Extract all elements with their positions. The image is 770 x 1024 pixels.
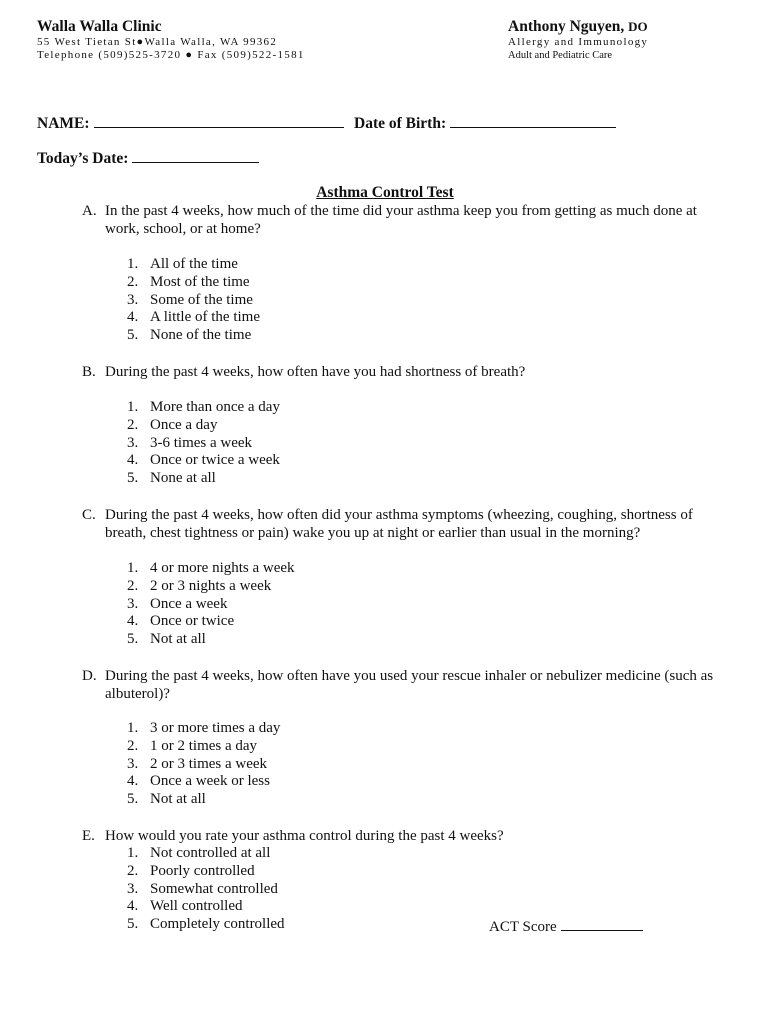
today-label: Today’s Date:	[37, 150, 129, 167]
doctor-name: Anthony Nguyen,	[508, 18, 629, 35]
option-label: Once a week	[150, 595, 228, 612]
option-label: Somewhat controlled	[150, 880, 278, 897]
question-text: During the past 4 weeks, how often have you used your rescue inhaler or nebulizer medicine (such as albuterol)?	[105, 668, 714, 702]
option-number: 2.	[127, 416, 139, 433]
option-label: 4 or more nights a week	[150, 560, 295, 576]
option-item[interactable]	[127, 881, 285, 899]
option-number: 1.	[127, 845, 139, 861]
option-label: 1 or 2 times a day	[150, 737, 258, 754]
option-number: 4.	[127, 613, 139, 630]
option-number: 5.	[127, 916, 139, 933]
option-label: Most of the time	[150, 273, 250, 290]
clinic-phone: Telephone (509)525-3720 ● Fax (509)522-1581	[37, 49, 305, 61]
option-number: 3.	[127, 755, 139, 772]
option-item[interactable]	[127, 256, 260, 274]
act-score-label: ACT Score	[489, 919, 557, 935]
option-label: Not at all	[150, 631, 206, 648]
option-label: Poorly controlled	[150, 862, 255, 879]
dob-field	[354, 113, 616, 133]
option-item[interactable]	[127, 560, 295, 578]
question-letter: D.	[82, 668, 97, 684]
option-label: Not controlled at all	[150, 845, 271, 861]
question-text: In the past 4 weeks, how much of the time did your asthma keep you from getting as much done at work, school, or at home?	[105, 203, 697, 237]
option-number: 4.	[127, 309, 139, 326]
option-number: 5.	[127, 791, 139, 808]
option-item[interactable]	[127, 720, 280, 738]
option-label: A little of the time	[150, 309, 260, 326]
option-number: 2.	[127, 273, 139, 290]
clinic-name: Walla Walla Clinic	[37, 18, 162, 35]
option-item[interactable]	[127, 631, 295, 649]
today-blank[interactable]	[132, 148, 259, 163]
option-item[interactable]	[127, 596, 295, 614]
option-number: 5.	[127, 631, 139, 648]
question-letter: E.	[82, 828, 95, 844]
option-item[interactable]	[127, 863, 285, 881]
question-text: During the past 4 weeks, how often did your asthma symptoms (wheezing, coughing, shortness of breath, chest tightness or pain) wake you up at night or earlier than usual in the morning?	[105, 507, 693, 541]
option-number: 1.	[127, 399, 139, 415]
question-text: How would you rate your asthma control during the past 4 weeks?	[105, 828, 504, 844]
doctor-care: Adult and Pediatric Care	[508, 50, 613, 61]
question-a-options	[127, 256, 260, 345]
option-item[interactable]	[127, 417, 280, 435]
question-c-options	[127, 560, 295, 649]
option-item[interactable]	[127, 274, 260, 292]
question-text: During the past 4 weeks, how often have you had shortness of breath?	[105, 364, 526, 380]
question-b-options	[127, 399, 280, 488]
name-blank[interactable]	[94, 113, 344, 128]
option-item[interactable]	[127, 613, 295, 631]
option-label: Some of the time	[150, 291, 253, 308]
option-label: Well controlled	[150, 898, 243, 915]
option-label: None at all	[150, 470, 216, 487]
question-letter: A.	[82, 203, 97, 219]
option-item[interactable]	[127, 845, 285, 863]
option-item[interactable]	[127, 578, 295, 596]
act-score-blank[interactable]	[561, 916, 643, 931]
clinic-header	[37, 18, 305, 62]
option-number: 1.	[127, 560, 139, 576]
today-field	[37, 148, 259, 168]
option-number: 4.	[127, 898, 139, 915]
option-item[interactable]	[127, 452, 280, 470]
option-number: 4.	[127, 773, 139, 790]
name-label: NAME:	[37, 115, 90, 132]
option-label: 2 or 3 times a week	[150, 755, 268, 772]
form-title: Asthma Control Test	[316, 184, 454, 201]
option-label: Completely controlled	[150, 916, 285, 933]
act-score-field	[489, 916, 643, 936]
doctor-name-line	[508, 18, 648, 36]
option-item[interactable]	[127, 916, 285, 934]
option-number: 1.	[127, 720, 139, 736]
doctor-header	[508, 18, 648, 62]
option-item[interactable]	[127, 309, 260, 327]
question-d-options	[127, 720, 280, 809]
dob-label: Date of Birth:	[354, 115, 447, 132]
option-label: Once or twice a week	[150, 452, 280, 469]
option-number: 3.	[127, 291, 139, 308]
option-item[interactable]	[127, 327, 260, 345]
option-number: 3.	[127, 434, 139, 451]
question-e-options	[127, 845, 285, 934]
question-letter: B.	[82, 364, 96, 380]
option-item[interactable]	[127, 773, 280, 791]
option-label: Once a day	[150, 416, 218, 433]
option-label: 3-6 times a week	[150, 434, 253, 451]
option-number: 3.	[127, 595, 139, 612]
option-number: 5.	[127, 470, 139, 487]
option-item[interactable]	[127, 292, 260, 310]
option-number: 5.	[127, 327, 139, 344]
option-label: Not at all	[150, 791, 206, 808]
option-number: 4.	[127, 452, 139, 469]
option-label: More than once a day	[150, 399, 280, 415]
option-label: 3 or more times a day	[150, 720, 281, 736]
dob-blank[interactable]	[450, 113, 616, 128]
option-label: Once or twice	[150, 613, 235, 630]
option-item[interactable]	[127, 756, 280, 774]
option-label: All of the time	[150, 256, 238, 272]
option-number: 2.	[127, 862, 139, 879]
doctor-suffix: DO	[628, 19, 648, 34]
option-label: 2 or 3 nights a week	[150, 577, 272, 594]
option-item[interactable]	[127, 898, 285, 916]
option-label: None of the time	[150, 327, 252, 344]
option-item[interactable]	[127, 791, 280, 809]
doctor-specialty: Allergy and Immunology	[508, 36, 649, 48]
name-field	[37, 113, 344, 133]
option-number: 2.	[127, 737, 139, 754]
question-letter: C.	[82, 507, 96, 523]
option-label: Once a week or less	[150, 773, 270, 790]
option-number: 3.	[127, 880, 139, 897]
option-number: 2.	[127, 577, 139, 594]
option-item[interactable]	[127, 738, 280, 756]
option-item[interactable]	[127, 435, 280, 453]
option-item[interactable]	[127, 399, 280, 417]
clinic-address: 55 West Tietan St●Walla Walla, WA 99362	[37, 36, 278, 48]
option-number: 1.	[127, 256, 139, 272]
option-item[interactable]	[127, 470, 280, 488]
